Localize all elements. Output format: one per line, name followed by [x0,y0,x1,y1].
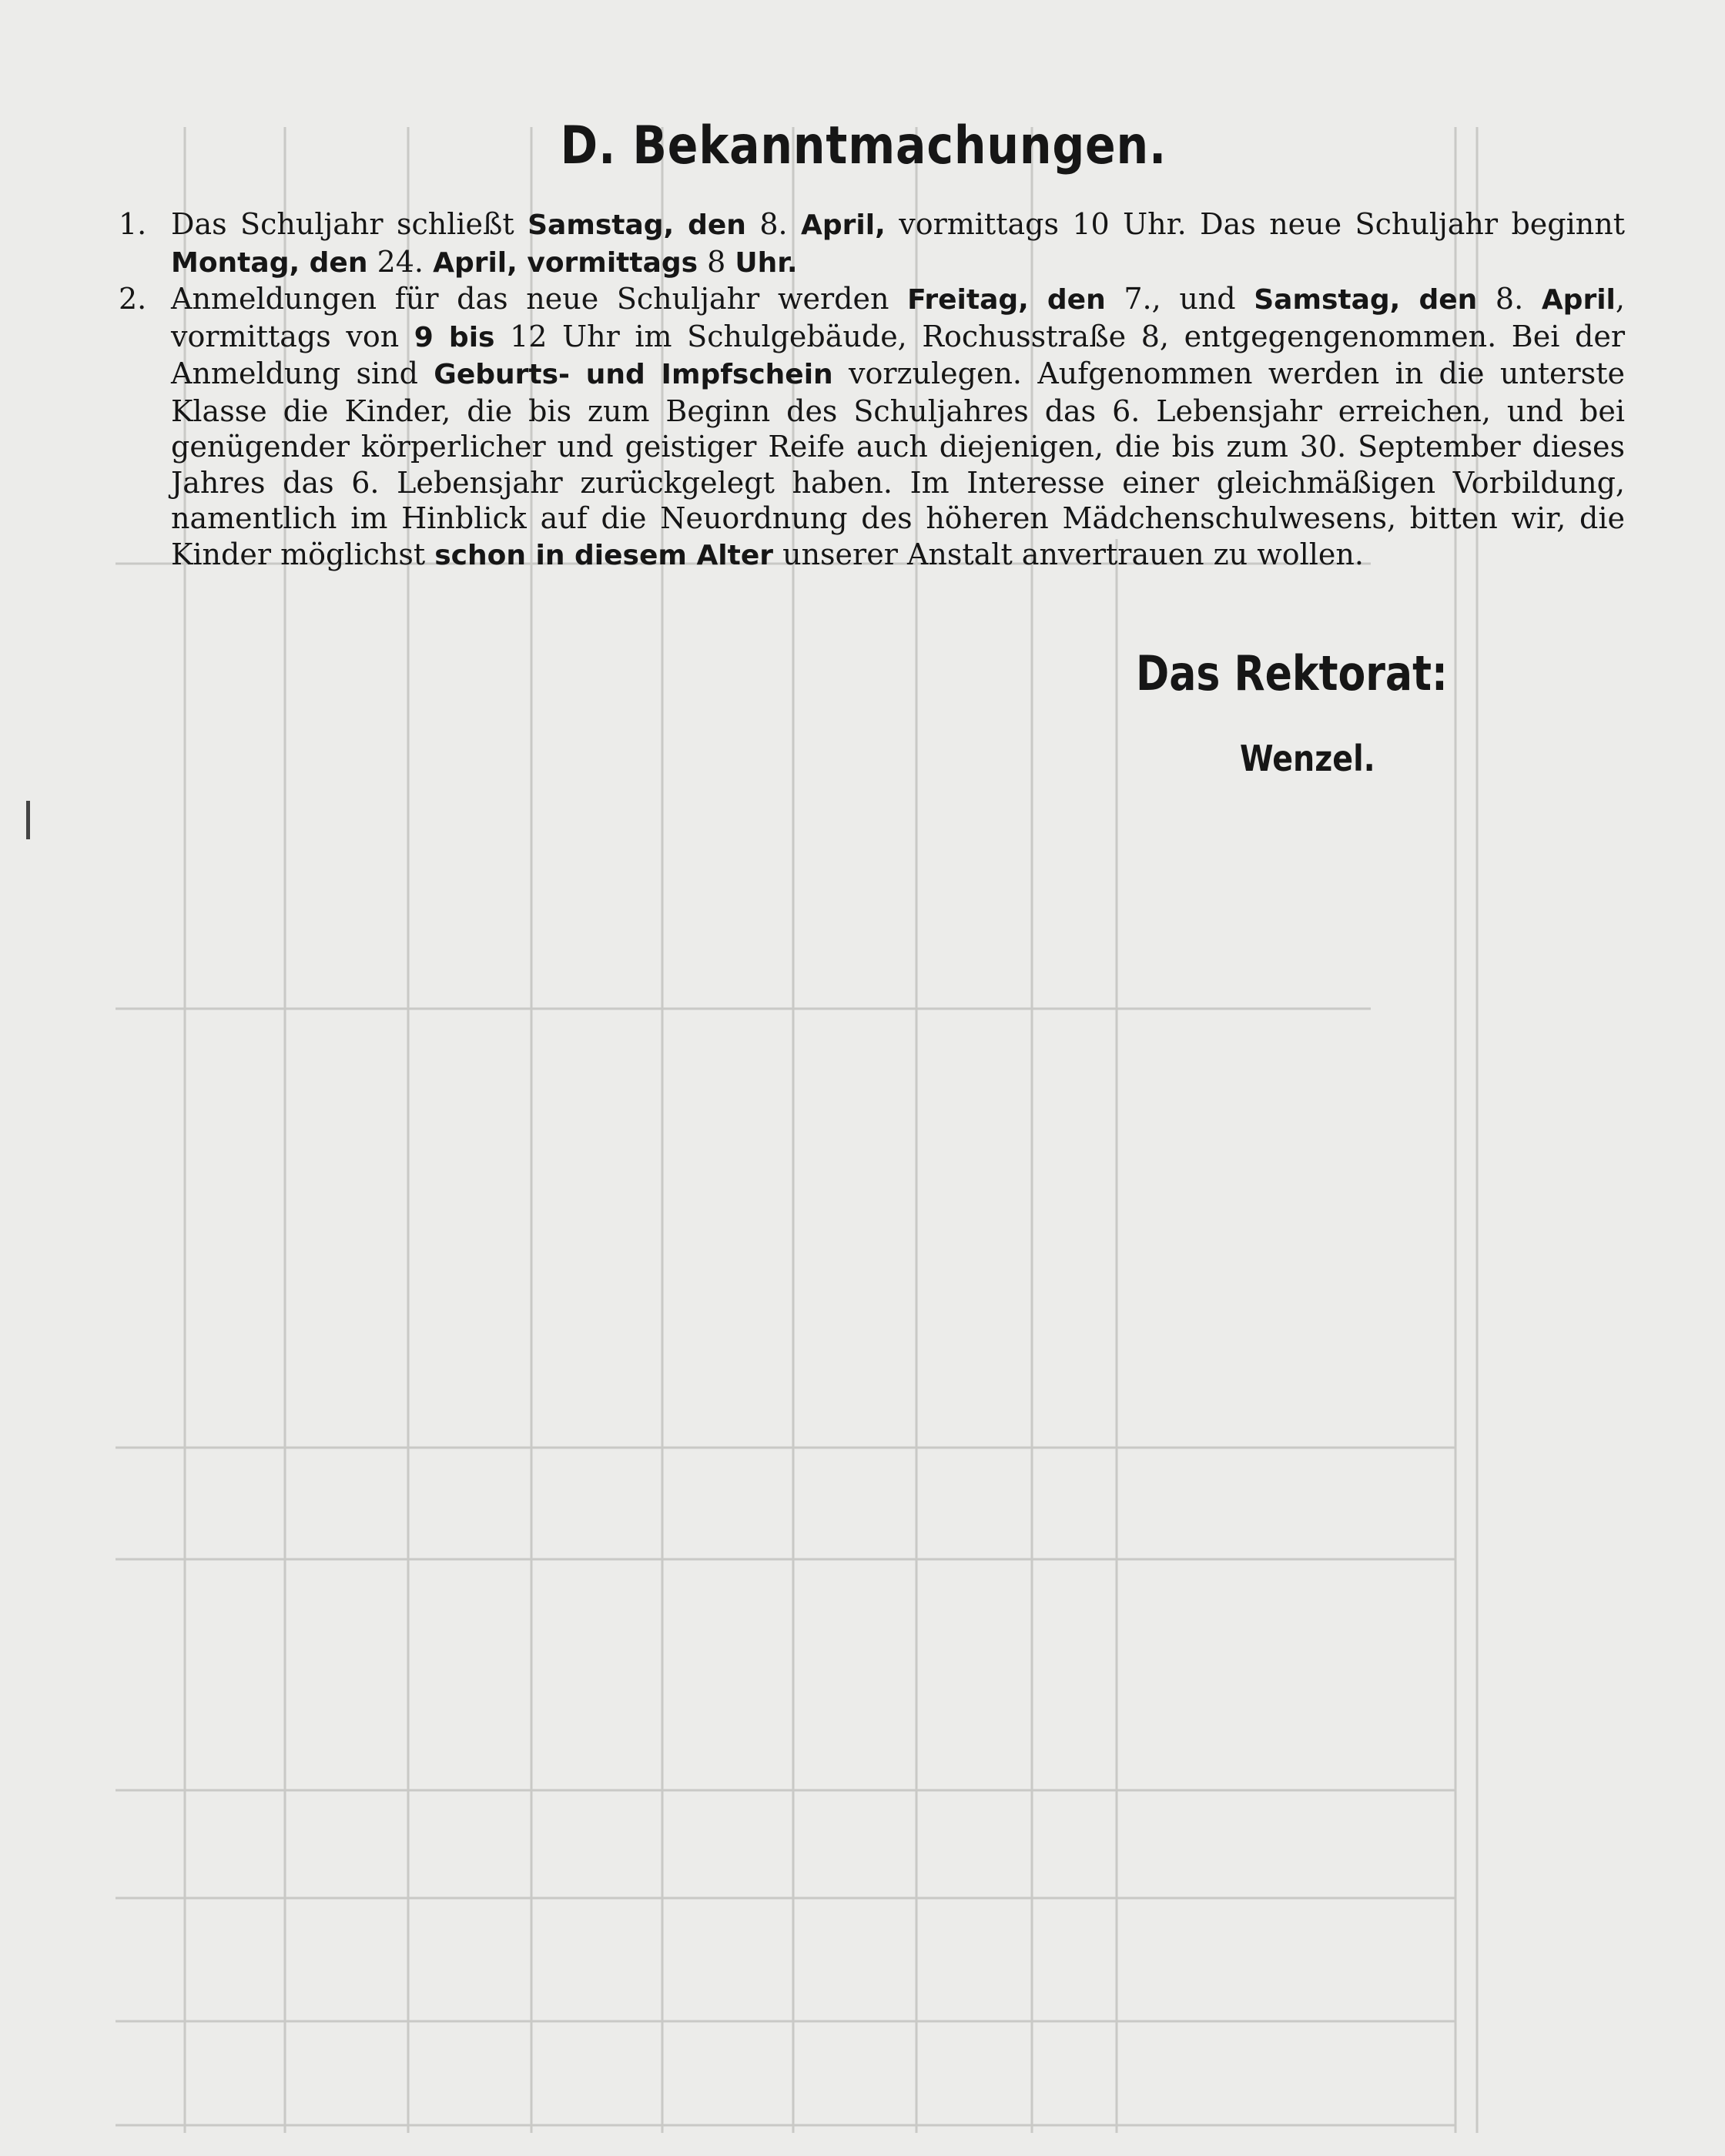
notice-text: vorzulegen. Aufgenommen werden in die unterste Klasse die Kinder, die bis zum Beginn des Schuljahres das 6. Lebensjahr erreichen, und bei genügender körperlicher und geistiger Reife auch diejenigen, die bis zum 30. September dieses Jahres das 6. Lebensjahr zurückgelegt haben. Im Interesse einer gleichmäßigen Vorbildung, namentlich im Hinblick auf die Neuordnung des höheren Mädchenschulwesens, bitten wir, die Kinder möglichst [171,357,1625,571]
page-heading: D. Bekanntmachungen. [560,116,1167,176]
notice-emphasis: April, vormittags [433,246,698,279]
notice-text: 8 [698,244,735,279]
notice-text: 8. [1477,282,1542,316]
notice-emphasis: April, [801,209,886,241]
notice-emphasis: Freitag, den [907,284,1106,316]
notice-text: Das Schuljahr schließt [171,207,528,241]
notice-item [116,206,1625,281]
notice-emphasis: schon in diesem Alter [434,539,774,571]
notice-number: 2. [119,282,147,316]
notice-emphasis: Samstag, den [528,209,746,241]
notice-emphasis: Geburts- und Impfschein [434,359,833,390]
notice-emphasis: 9 bis [414,321,495,353]
notice-text: 24. [367,244,434,279]
notice-list [116,206,1625,574]
notice-text: 12 Uhr im Schulgebäude, Rochusstraße 8, entgegengenommen. Bei der Anmeldung sind [171,319,1625,390]
notice-emphasis: Montag, den [171,246,368,279]
notice-text: vormittags 10 Uhr. Das neue Schuljahr beginnt [885,207,1625,241]
margin-mark [26,801,30,839]
signature-title: Das Rektorat: [1136,645,1448,701]
notice-item [116,281,1625,574]
notice-text: 8. [745,207,802,241]
notice-text: unserer Anstalt anvertrauen zu wollen. [773,537,1364,571]
notice-emphasis: Uhr. [735,246,798,279]
notice-text: 7., und [1105,282,1254,316]
signature-name: Wenzel. [1240,738,1375,779]
notice-text: , vormittags von [171,282,1625,353]
notice-number: 1. [119,207,147,241]
notice-emphasis: April [1541,284,1616,316]
notice-text: Anmeldungen für das neue Schuljahr werden [171,282,908,316]
notice-emphasis: Samstag, den [1254,284,1478,316]
